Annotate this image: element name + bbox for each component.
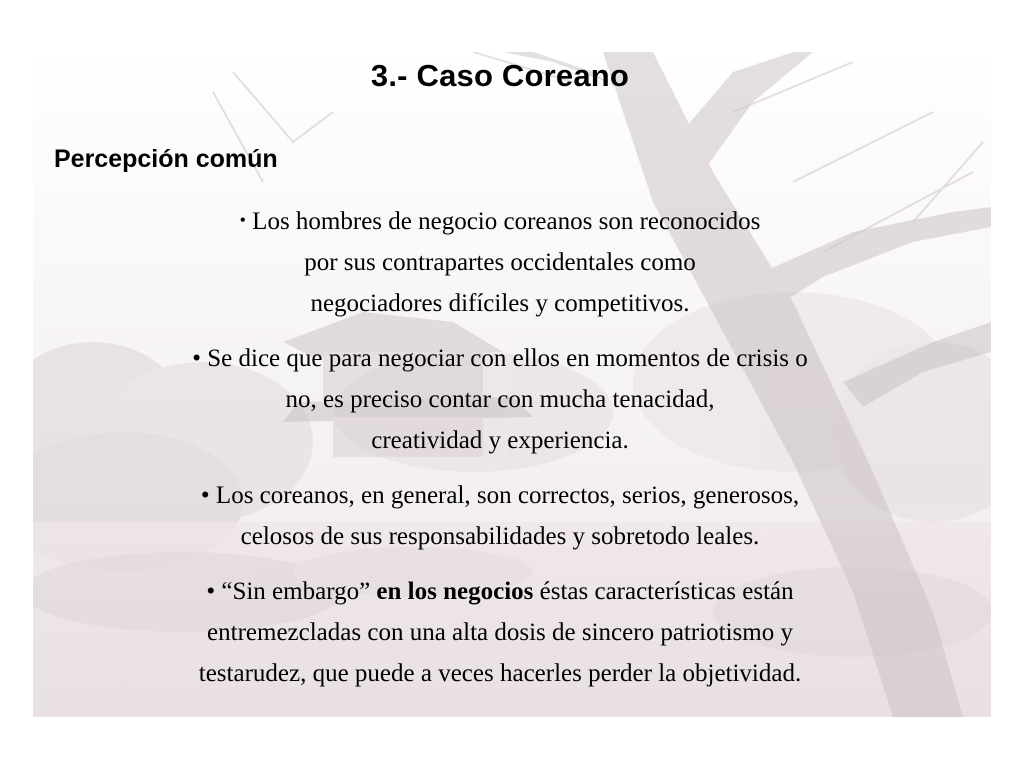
bullet-item-2 — [60, 338, 940, 461]
bullet-line — [60, 571, 940, 612]
bullet-item-4 — [60, 571, 940, 694]
bullet-line: testarudez, que puede a veces hacerles perder la objetividad. — [198, 660, 802, 687]
bullet-line — [60, 338, 940, 379]
bullet-line: no, es preciso contar con mucha tenacidad, — [285, 386, 715, 413]
section-subtitle: Percepción común — [54, 145, 278, 173]
bullet-line: entremezcladas con una alta dosis de sincero patriotismo y — [207, 619, 793, 646]
bullet-line: creatividad y experiencia. — [371, 427, 629, 454]
slide-title: 3.- Caso Coreano — [370, 58, 630, 93]
bullet-text: Los coreanos, en general, son correctos, serios, generosos, — [215, 482, 800, 509]
bullet-line — [60, 475, 940, 516]
bullet-text: Se dice que para negociar con ellos en momentos de crisis o — [207, 345, 808, 372]
bullet-list — [60, 200, 940, 694]
bullet-line — [60, 200, 940, 242]
bullet-dot: • — [239, 210, 246, 230]
bullet-dot: • — [200, 482, 210, 509]
bullet-line: por sus contrapartes occidentales como — [304, 249, 696, 276]
bullet-text: éstas características están — [539, 578, 794, 605]
bullet-text: “Sin embargo” — [221, 578, 371, 605]
bullet-item-3 — [60, 475, 940, 557]
bullet-dot: • — [206, 578, 216, 605]
emphasis-text: en los negocios — [376, 578, 534, 605]
bullet-item-1 — [60, 200, 940, 324]
bullet-line: negociadores difíciles y competitivos. — [310, 290, 690, 317]
bullet-text: Los hombres de negocio coreanos son reconocidos — [252, 208, 761, 235]
bullet-dot: • — [192, 345, 201, 372]
bullet-line: celosos de sus responsabilidades y sobretodo leales. — [240, 523, 760, 550]
